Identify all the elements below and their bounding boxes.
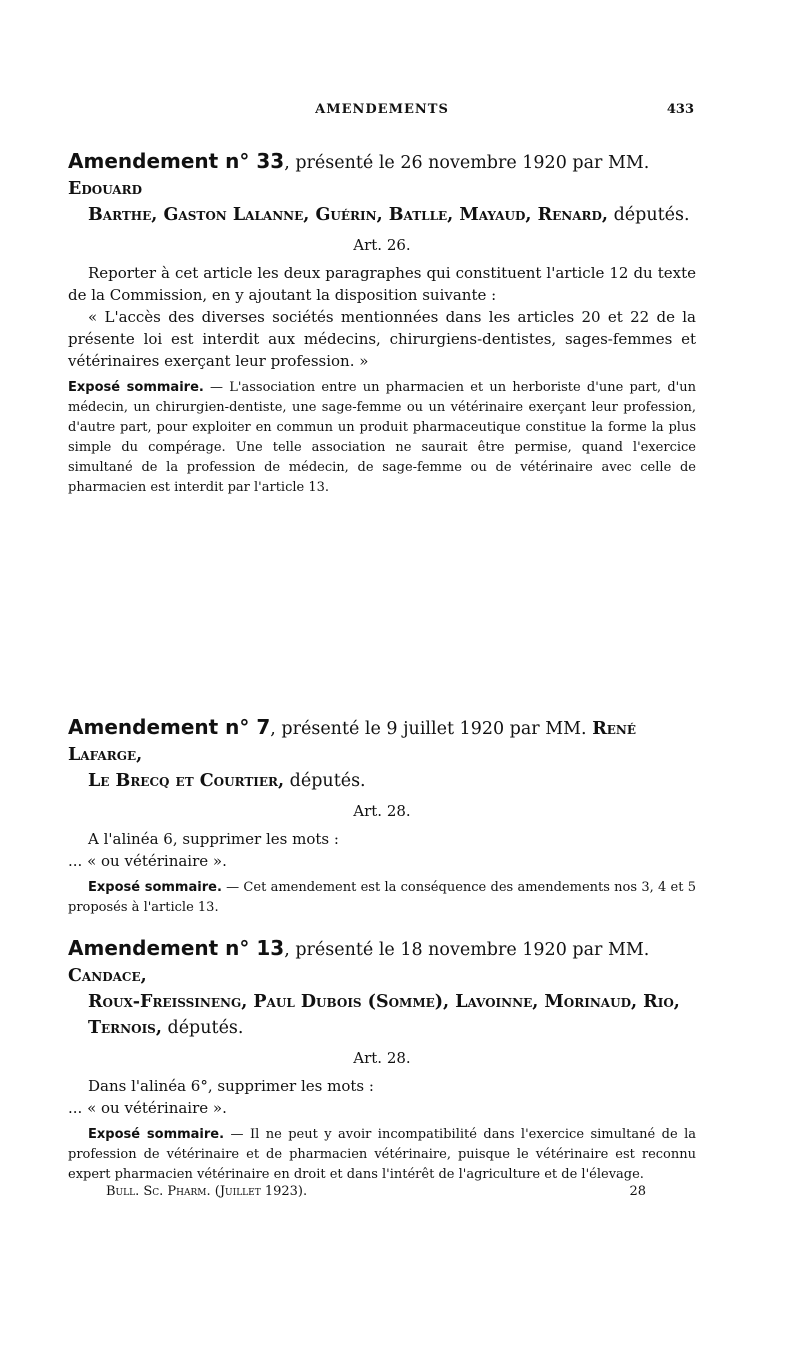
amendment-quote: « L'accès des diverses sociétés mentionnées dans les articles 20 et 22 de la présente loi est interdit aux médecins, chirurgiens-dentistes, sages-femmes et vétérinaires exerçant leur profession. »: [68, 308, 696, 370]
article-reference: Art. 28.: [353, 1049, 411, 1067]
amendment-number: Amendement n° 7: [68, 715, 271, 739]
amendment-heading: Amendement n° 33, présenté le 26 novembre 1920 par MM. Edouard Barthe, Gaston Lalanne, Guérin, Batlle, Mayaud, Renard, députés.: [68, 149, 690, 225]
expose-sommaire: Exposé sommaire. — Cet amendement est la conséquence des amendements nos 3, 4 et 5 proposés à l'article 13.: [68, 880, 696, 915]
amendment-number: Amendement n° 13: [68, 936, 285, 960]
amendment-number: Amendement n° 33: [68, 149, 285, 173]
page-number: 433: [666, 102, 694, 117]
amendment-quote: ... « ou vétérinaire ».: [68, 852, 227, 870]
expose-sommaire: Exposé sommaire. — L'association entre un pharmacien et un herboriste d'une part, d'un médecin, un chirurgien-dentiste, une sage-femme ou un vétérinaire exerçant leur profession, d'autre part, pour exploiter en commun un produit pharmaceutique constitue la forme la plus simple du compérage. Une telle association ne saurait être permise, quand l'exercice simultané de la profession de médecin, de sage-femme ou de vétérinaire avec celle de pharmacien est interdit par l'article 13.: [68, 380, 696, 495]
amendment-authors: Barthe, Gaston Lalanne, Guérin, Batlle, Mayaud, Renard,: [88, 205, 609, 225]
article-reference: Art. 26.: [353, 236, 411, 254]
amendment-heading: Amendement n° 13, présenté le 18 novembre 1920 par MM. Candace, Roux-Freissineng, Paul Dubois (Somme), Lavoinne, Morinaud, Rio, Ternois, députés.: [68, 936, 680, 1038]
article-reference: Art. 28.: [353, 802, 411, 820]
amendment-text: Dans l'alinéa 6°, supprimer les mots :: [88, 1077, 374, 1095]
amendment-text: Reporter à cet article les deux paragraphes qui constituent l'article 12 du texte de la Commission, en y ajoutant la disposition suivante :: [68, 264, 696, 304]
amendment-13: [68, 935, 696, 1185]
amendment-7: [68, 714, 696, 918]
header-title: AMENDEMENTS: [315, 102, 449, 117]
amendment-text: A l'alinéa 6, supprimer les mots :: [88, 830, 339, 848]
running-header: [70, 102, 694, 124]
signature-mark: 28: [629, 1184, 646, 1199]
amendment-quote: ... « ou vétérinaire ».: [68, 1099, 227, 1117]
amendment-33: [68, 148, 696, 498]
journal-citation: Bull. Sc. Pharm. (Juillet 1923).: [106, 1184, 308, 1199]
amendment-authors: Le Brecq et Courtier,: [88, 771, 285, 791]
amendment-authors: Roux-Freissineng, Paul Dubois (Somme), Lavoinne, Morinaud, Rio,: [88, 992, 680, 1012]
expose-sommaire: Exposé sommaire. — Il ne peut y avoir incompatibilité dans l'exercice simultané de la profession de vétérinaire et de pharmacien vétérinaire, puisque le vétérinaire est reconnu expert pharmacien vétérinaire en droit et dans l'intérêt de l'agriculture et de l'élevage.: [68, 1127, 696, 1182]
amendment-heading: Amendement n° 7, présenté le 9 juillet 1920 par MM. René Lafarge, Le Brecq et Courtier, députés.: [68, 715, 636, 791]
